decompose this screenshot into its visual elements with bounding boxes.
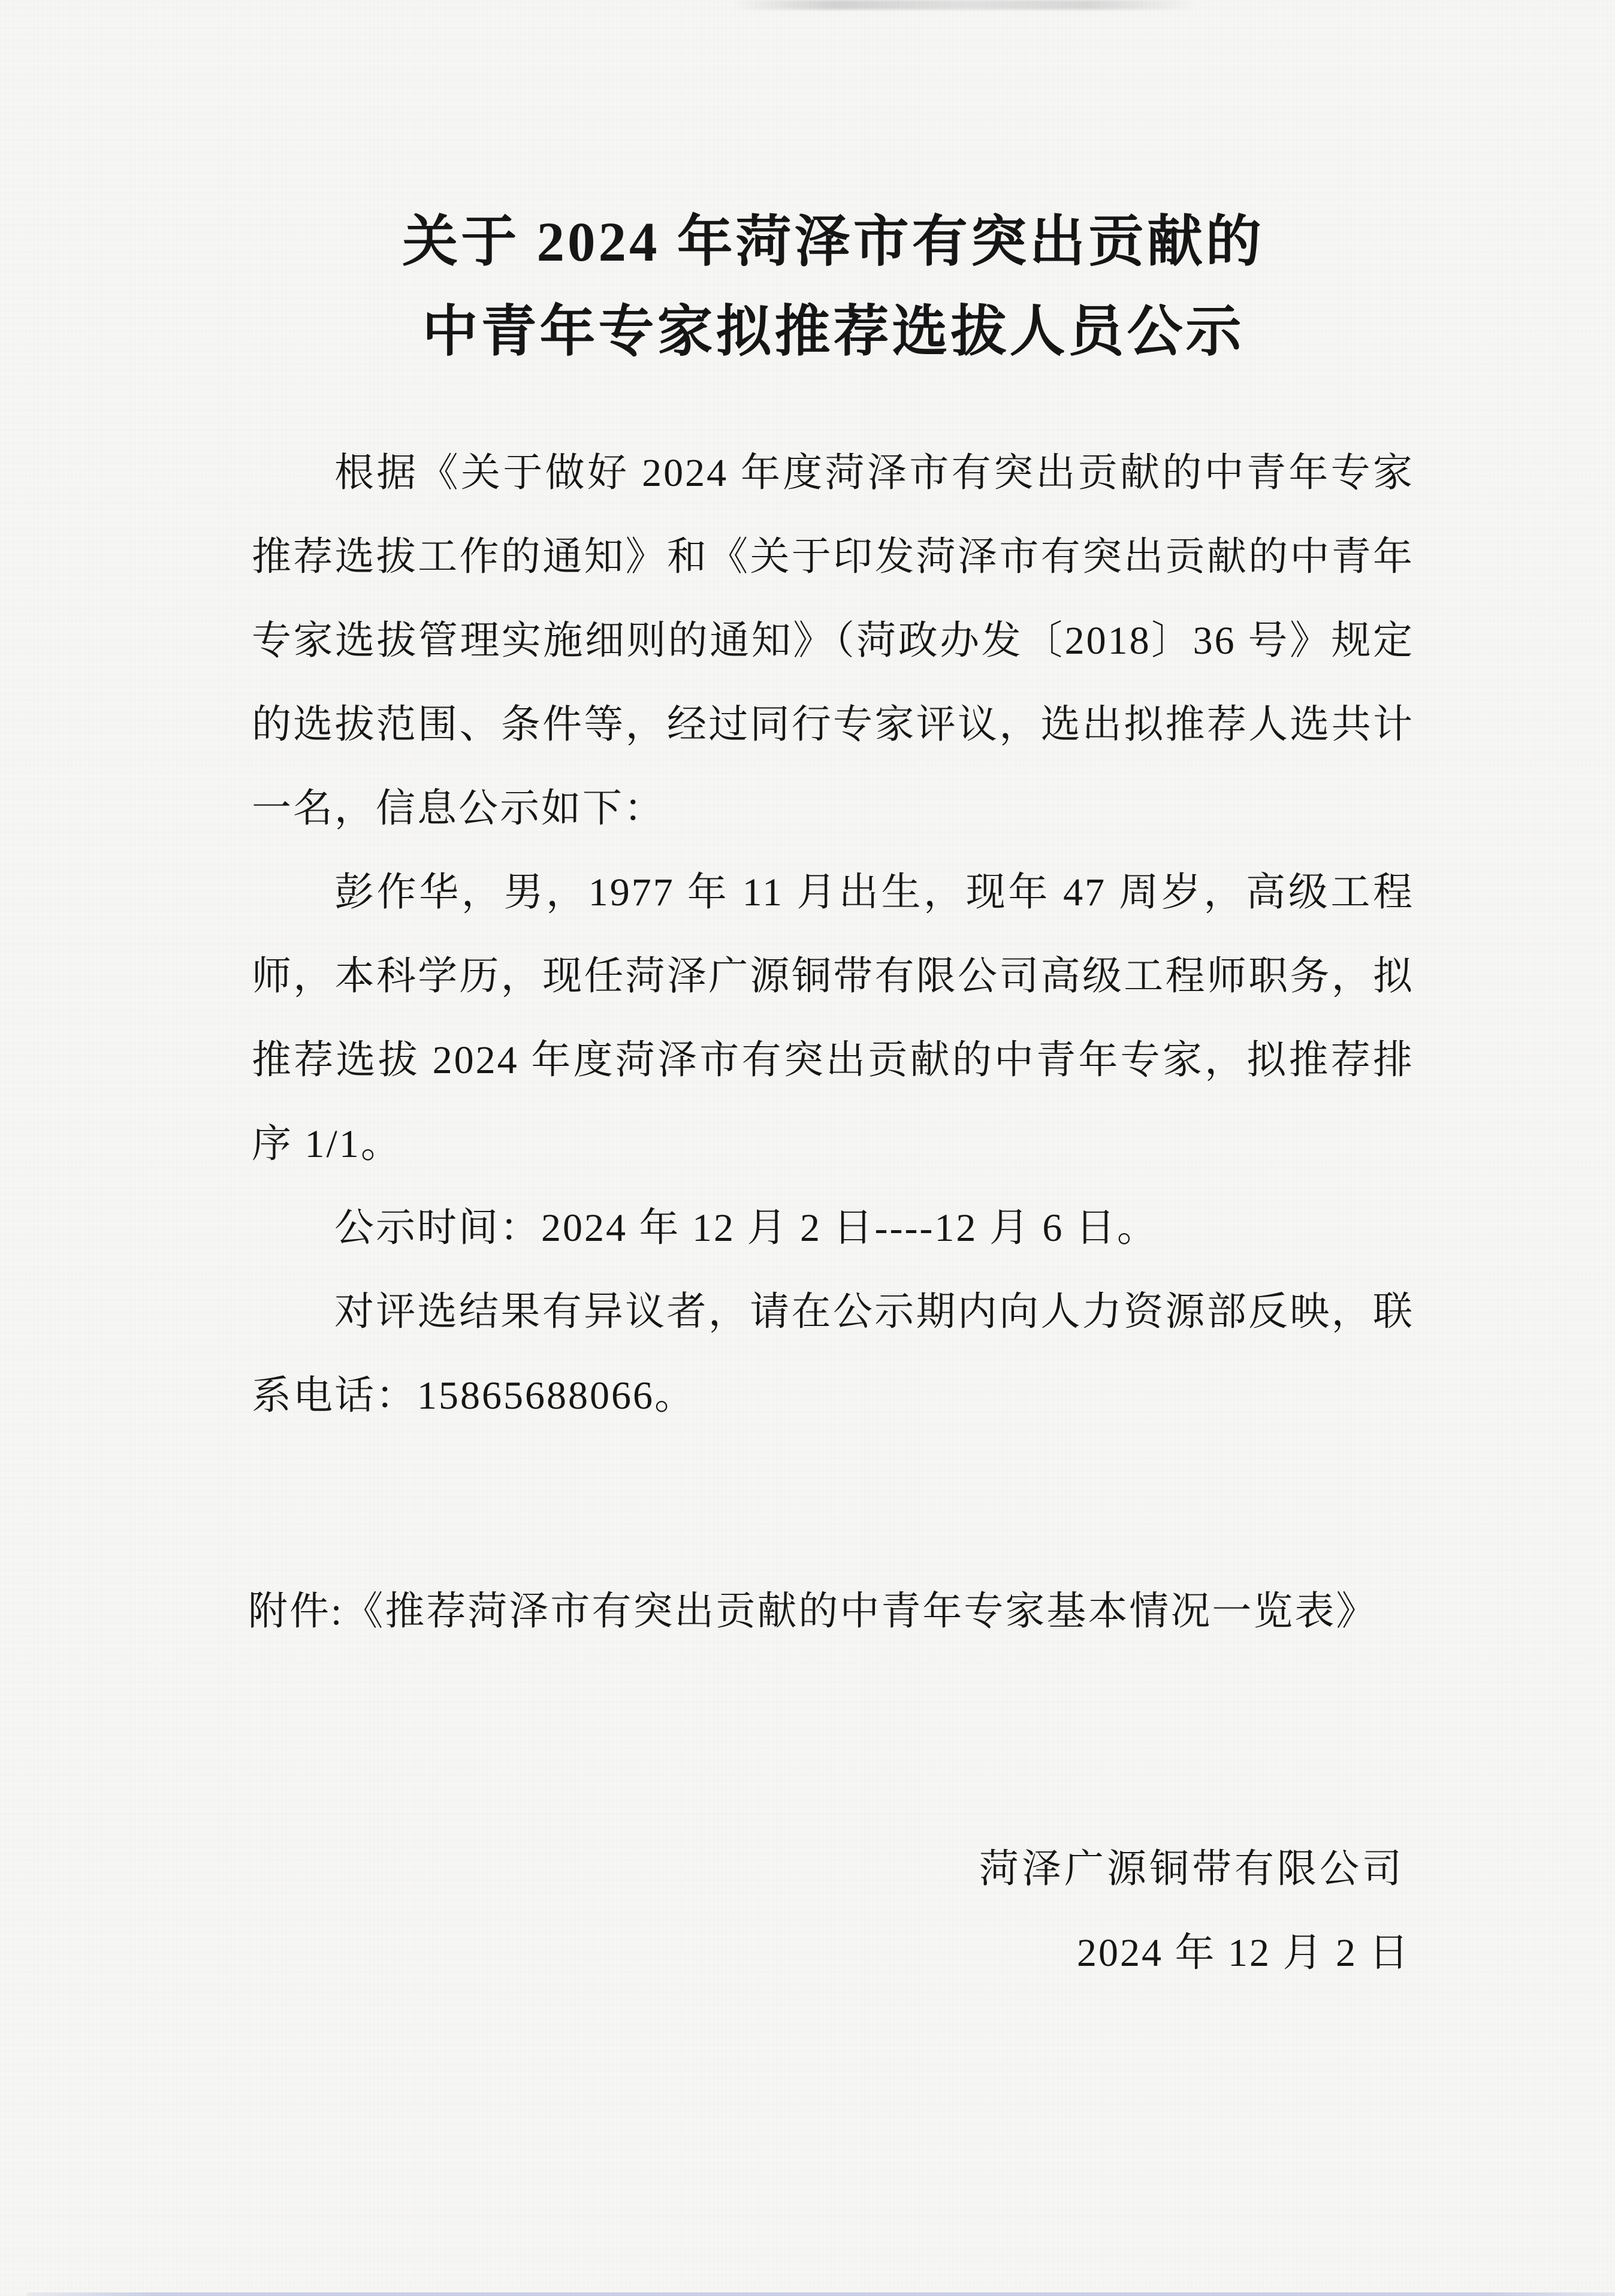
signature-date: 2024 年 12 月 2 日	[1077, 1931, 1411, 1975]
attachment-line: 附件:《推荐菏泽市有突出贡献的中青年专家基本情况一览表》	[248, 1590, 1378, 1633]
body-line-4: 的选拔范围、条件等，经过同行专家评议，选出拟推荐人选共计	[252, 703, 1414, 747]
scan-artifact-bottom-edge	[27, 2292, 1615, 2296]
body-line-12: 系电话：15865688066。	[252, 1374, 696, 1418]
body-line-5: 一名，信息公示如下：	[252, 787, 665, 830]
signature-organization: 菏泽广源铜带有限公司	[979, 1847, 1405, 1891]
notice-title-line-1: 关于 2024 年菏泽市有突出贡献的	[402, 212, 1264, 273]
body-line-7: 师，本科学历，现任菏泽广源铜带有限公司高级工程师职务，拟	[252, 954, 1414, 998]
notice-title-line-2: 中青年专家拟推荐选拔人员公示	[422, 301, 1245, 363]
body-line-10: 公示时间：2024 年 12 月 2 日----12 月 6 日。	[334, 1206, 1158, 1250]
body-line-11: 对评选结果有异议者，请在公示期内向人力资源部反映，联	[334, 1290, 1414, 1334]
body-line-8: 推荐选拔 2024 年度菏泽市有突出贡献的中青年专家，拟推荐排	[252, 1038, 1414, 1082]
body-line-6: 彭作华，男，1977 年 11 月出生，现年 47 周岁，高级工程	[334, 871, 1414, 914]
body-line-2: 推荐选拔工作的通知》和《关于印发菏泽市有突出贡献的中青年	[252, 535, 1414, 579]
body-line-1: 根据《关于做好 2024 年度菏泽市有突出贡献的中青年专家	[334, 451, 1414, 495]
body-line-3: 专家选拔管理实施细则的通知》（菏政办发〔2018〕36 号》规定	[252, 619, 1414, 663]
scan-artifact-top-smudge	[731, 0, 1199, 10]
body-line-9: 序 1/1。	[252, 1122, 402, 1166]
